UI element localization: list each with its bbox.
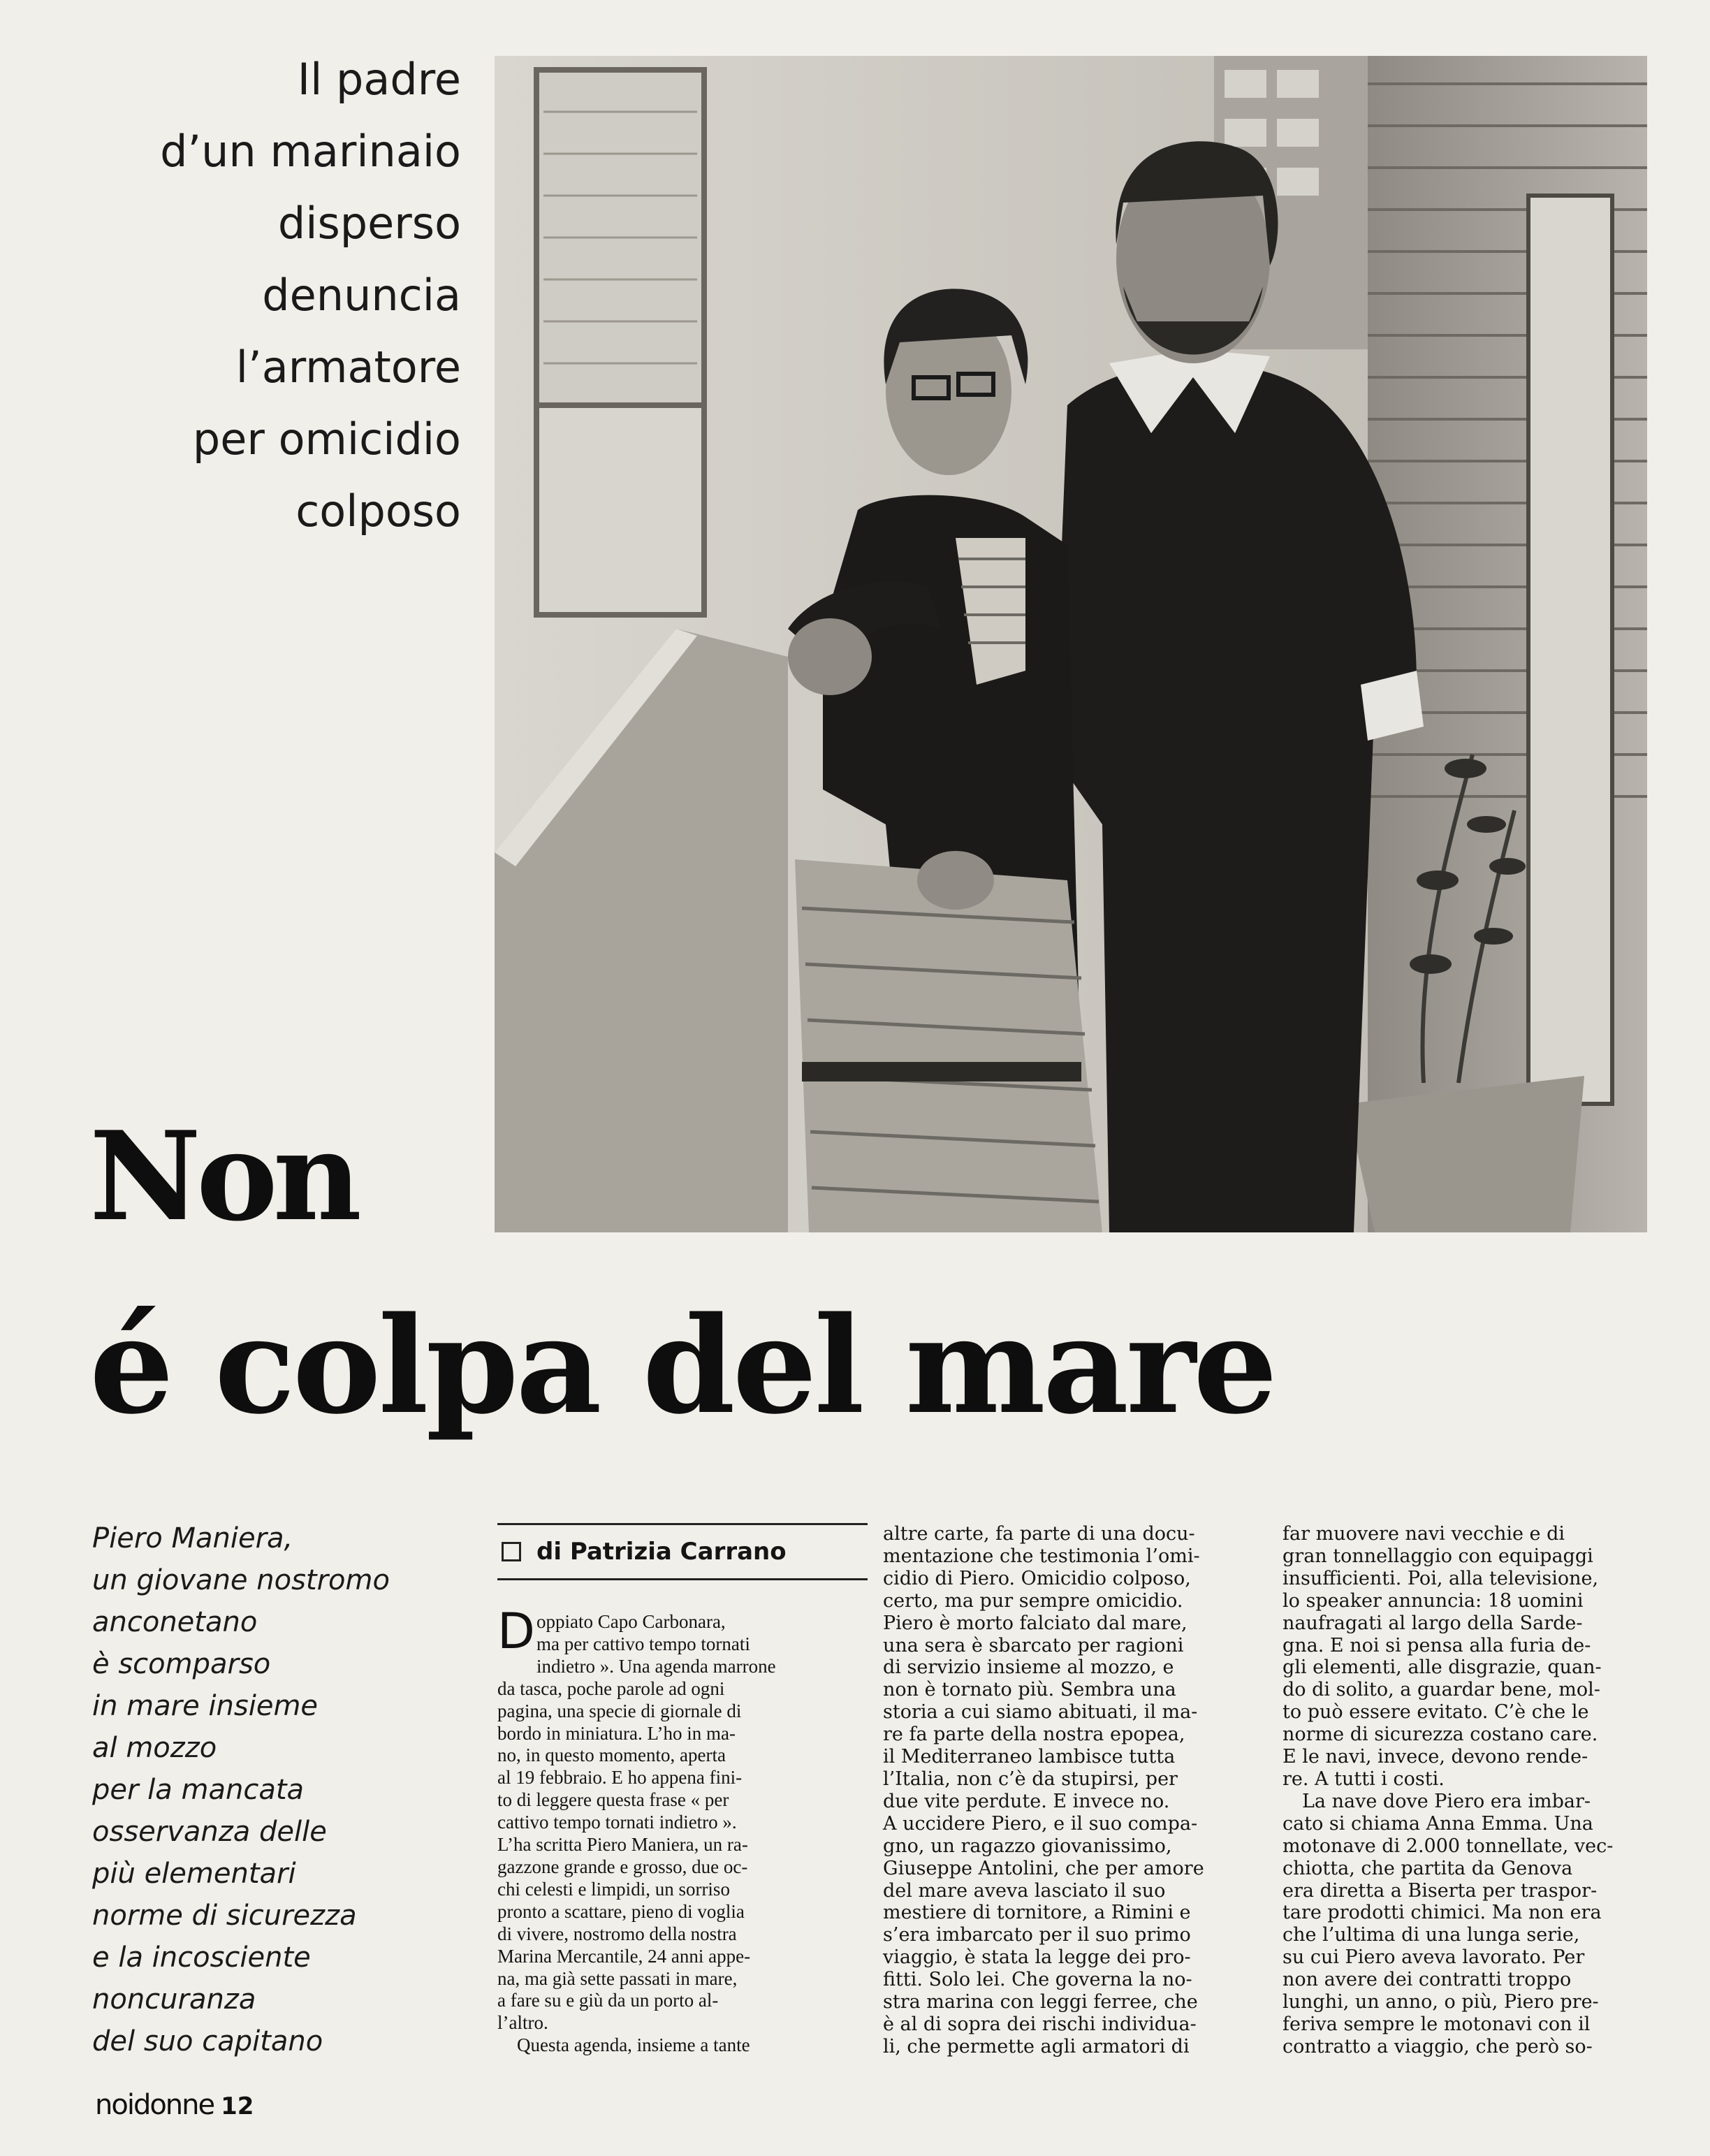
column-3-line: E le navi, invece, devono rende- [1282, 1746, 1588, 1768]
column-3-line: far muovere navi vecchie e di [1282, 1523, 1565, 1545]
column-1-line: bordo in miniatura. L’ho in ma- [497, 1722, 736, 1744]
column-1-line: a fare su e giù da un porto al- [497, 1990, 719, 2011]
column-1-line: no, in questo momento, aperta [497, 1745, 726, 1766]
column-2-line: una sera è sbarcato per ragioni [883, 1634, 1184, 1656]
column-2-line: il Mediterraneo lambisce tutta [883, 1746, 1176, 1768]
column-2-line: l’Italia, non c’è da stupirsi, per [883, 1768, 1178, 1790]
headline-line-1: Non [89, 1105, 357, 1248]
column-2-line: li, che permette agli armatori di [883, 2035, 1190, 2057]
article-column-1 [497, 1611, 861, 2057]
intro-line: più elementari [92, 1858, 296, 1890]
article-photo [495, 56, 1647, 1232]
column-2-line: non è tornato più. Sembra una [883, 1679, 1176, 1701]
kicker-line: colposo [295, 486, 461, 537]
column-1-line: oppiato Capo Carbonara, [536, 1611, 726, 1632]
column-3-line: gna. E noi si pensa alla furia de- [1282, 1634, 1591, 1656]
kicker-line: denuncia [262, 270, 461, 321]
column-3-line: cato si chiama Anna Emma. Una [1282, 1812, 1593, 1835]
intro-line: e la incosciente [92, 1942, 311, 1974]
column-1-line: pagina, una specie di giornale di [497, 1700, 742, 1721]
intro-line: un giovane nostromo [92, 1564, 390, 1596]
column-1-line: chi celesti e limpidi, un sorriso [497, 1878, 730, 1900]
kicker-line: d’un marinaio [160, 126, 461, 177]
column-3-line: naufragati al largo della Sarde- [1282, 1612, 1583, 1634]
intro-line: anconetano [92, 1606, 258, 1638]
column-3-line: era diretta a Biserta per traspor- [1282, 1879, 1598, 1902]
square-bullet-icon [502, 1542, 521, 1561]
column-3-line: chiotta, che partita da Genova [1282, 1857, 1573, 1879]
intro-line: osservanza delle [92, 1816, 327, 1848]
column-2-line: di servizio insieme al mozzo, e [883, 1656, 1174, 1679]
column-3-line: su cui Piero aveva lavorato. Per [1282, 1946, 1585, 1969]
page-number: 12 [221, 2092, 254, 2120]
intro-standfirst [92, 1517, 455, 2062]
column-1-line: na, ma già sette passati in mare, [497, 1967, 738, 1989]
column-2-line: Piero è morto falciato dal mare, [883, 1612, 1188, 1634]
column-1-line: al 19 febbraio. E ho appena fini- [497, 1767, 743, 1789]
column-2-line: s’era imbarcato per il suo primo [883, 1924, 1191, 1946]
column-2-line: mentazione che testimonia l’omi- [883, 1545, 1200, 1567]
column-1-line: indietro ». Una agenda marrone [536, 1655, 776, 1677]
article-column-3 [1282, 1523, 1646, 2058]
intro-line: del suo capitano [92, 2025, 323, 2057]
column-2-line: storia a cui siamo abituati, il ma- [883, 1701, 1198, 1724]
intro-line: per la mancata [92, 1774, 305, 1806]
kicker-line: per omicidio [192, 414, 461, 465]
column-3-line: che l’ultima di una lunga serie, [1282, 1924, 1580, 1946]
column-1-line: Questa agenda, insieme a tante [517, 2034, 750, 2056]
column-2-line: gno, un ragazzo giovanissimo, [883, 1835, 1172, 1857]
column-2-line: cidio di Piero. Omicidio colposo, [883, 1567, 1191, 1589]
intro-line: noncuranza [92, 1983, 256, 2016]
column-2-line: viaggio, è stata la legge dei pro- [883, 1946, 1191, 1969]
column-3-line: gran tonnellaggio con equipaggi [1282, 1545, 1593, 1567]
byline [497, 1523, 868, 1580]
page-footer [95, 2089, 254, 2121]
column-2-line: A uccidere Piero, e il suo compa- [883, 1812, 1198, 1835]
drop-cap: D [497, 1603, 535, 1660]
column-3-line: motonave di 2.000 tonnellate, vec- [1282, 1835, 1614, 1857]
column-1-line: gazzone grande e grosso, due oc- [497, 1856, 748, 1877]
column-2-line: è al di sopra dei rischi individua- [883, 2013, 1197, 2035]
column-2-line: fitti. Solo lei. Che governa la no- [883, 1969, 1192, 1991]
intro-line: norme di sicurezza [92, 1900, 357, 1932]
headline-line-2: é colpa del mare [89, 1288, 1275, 1443]
column-3-line: non avere dei contratti troppo [1282, 1969, 1572, 1991]
kicker-line: Il padre [297, 54, 461, 105]
column-3-line: re. A tutti i costi. [1282, 1768, 1445, 1790]
column-1-line: L’ha scritta Piero Maniera, un ra- [497, 1834, 748, 1856]
article-column-2 [883, 1523, 1260, 2058]
column-3-line: do di solito, a guardar bene, mol- [1282, 1679, 1600, 1701]
kicker-subheadline [84, 43, 461, 547]
column-2-line: Giuseppe Antolini, che per amore [883, 1857, 1204, 1879]
column-1-line: da tasca, poche parole ad ogni [497, 1677, 725, 1699]
column-1-line: cattivo tempo tornati indietro ». [497, 1812, 737, 1833]
column-2-line: altre carte, fa parte di una docu- [883, 1523, 1195, 1545]
kicker-line: disperso [277, 198, 461, 249]
column-1-line: l’altro. [497, 2012, 548, 2034]
column-3-line: La nave dove Piero era imbar- [1302, 1790, 1591, 1812]
column-3-line: norme di sicurezza costano care. [1282, 1724, 1598, 1746]
column-1-line: di vivere, nostromo della nostra [497, 1923, 737, 1944]
photo-image [495, 56, 1647, 1232]
column-3-line: insufficienti. Poi, alla televisione, [1282, 1567, 1599, 1589]
column-3-line: contratto a viaggio, che però so- [1282, 2035, 1593, 2057]
magazine-name: noidonne [95, 2089, 214, 2121]
column-1-line: pronto a scattare, pieno di voglia [497, 1900, 745, 1922]
intro-line: Piero Maniera, [92, 1522, 293, 1554]
column-3-line: feriva sempre le motonavi con il [1282, 2013, 1591, 2035]
kicker-line: l’armatore [235, 342, 461, 393]
column-2-line: certo, ma pur sempre omicidio. [883, 1589, 1183, 1612]
intro-line: in mare insieme [92, 1690, 319, 1722]
byline-author: di Patrizia Carrano [536, 1538, 787, 1566]
column-2-line: re fa parte della nostra epopea, [883, 1724, 1185, 1746]
column-1-line: ma per cattivo tempo tornati [536, 1633, 750, 1654]
column-3-line: lo speaker annuncia: 18 uomini [1282, 1589, 1584, 1612]
column-2-line: del mare aveva lasciato il suo [883, 1879, 1166, 1902]
intro-line: al mozzo [92, 1732, 217, 1764]
column-3-line: lunghi, un anno, o più, Piero pre- [1282, 1991, 1599, 2013]
column-2-line: stra marina con leggi ferree, che [883, 1991, 1198, 2013]
column-3-line: gli elementi, alle disgrazie, quan- [1282, 1656, 1602, 1679]
column-2-line: mestiere di tornitore, a Rimini e [883, 1902, 1191, 1924]
intro-line: è scomparso [92, 1648, 271, 1680]
column-1-line: Marina Mercantile, 24 anni appe- [497, 1945, 751, 1967]
column-2-line: due vite perdute. E invece no. [883, 1790, 1170, 1812]
column-1-line: to di leggere questa frase « per [497, 1789, 729, 1811]
column-3-line: tare prodotti chimici. Ma non era [1282, 1902, 1602, 1924]
column-3-line: to può essere evitato. C’è che le [1282, 1701, 1589, 1724]
